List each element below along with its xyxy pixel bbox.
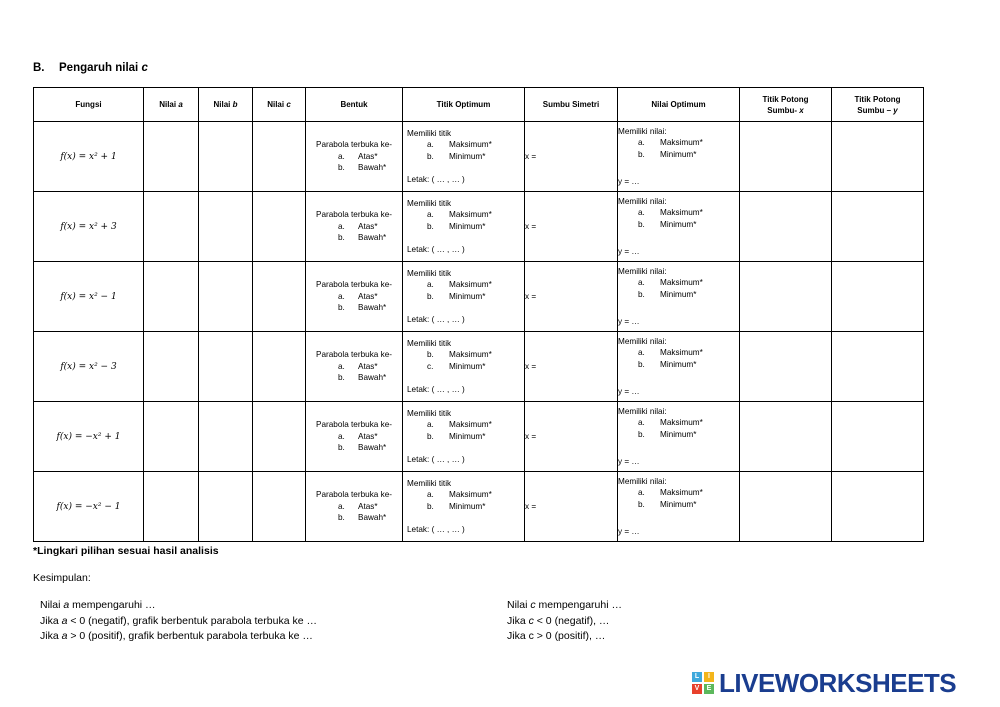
letak-field[interactable]: Letak: ( … , … ) xyxy=(407,174,465,184)
nilai-c-input-cell[interactable] xyxy=(253,122,306,192)
titik-potong-x-input-cell[interactable] xyxy=(740,472,832,542)
analysis-table xyxy=(33,87,924,542)
nilai-c-input-cell[interactable] xyxy=(253,192,306,262)
bentuk-intro: Parabola terbuka ke- xyxy=(315,350,392,360)
nilai-option-minimum[interactable]: b. Minimum* xyxy=(638,289,697,299)
titik-intro: Memiliki titik xyxy=(407,198,452,208)
nilai-c-input-cell[interactable] xyxy=(253,332,306,402)
logo-tile: E xyxy=(704,684,714,694)
bentuk-option-atas[interactable]: a. Atas* xyxy=(337,361,378,371)
titik-option-minimum[interactable]: b. Minimum* xyxy=(427,151,486,161)
table-row xyxy=(34,332,924,402)
nilai-intro: Memiliki nilai: xyxy=(618,196,667,206)
titik-potong-y-input-cell[interactable] xyxy=(832,122,924,192)
nilai-option-maksimum[interactable]: a. Maksimum* xyxy=(638,208,703,217)
bentuk-option-bawah[interactable]: b. Bawah* xyxy=(337,163,387,173)
y-value-field[interactable]: y = … xyxy=(618,387,640,396)
header-fungsi: Fungsi xyxy=(34,88,144,122)
titik-optimum-cell xyxy=(403,402,525,472)
nilai-a-input-cell[interactable] xyxy=(144,262,199,332)
letak-field[interactable]: Letak: ( … , … ) xyxy=(407,454,465,464)
nilai-option-maksimum[interactable]: a. Maksimum* xyxy=(638,278,703,287)
titik-option-minimum[interactable]: b. Minimum* xyxy=(427,221,486,231)
table-header-row xyxy=(34,88,924,122)
bentuk-intro: Parabola terbuka ke- xyxy=(315,210,392,220)
bentuk-option-bawah[interactable]: b. Bawah* xyxy=(337,513,387,523)
letak-field[interactable]: Letak: ( … , … ) xyxy=(407,384,465,394)
function-cell: 𝑓(𝑥) = 𝑥² − 3 xyxy=(34,332,144,402)
liveworksheets-logo xyxy=(692,668,956,698)
nilai-optimum-cell xyxy=(618,122,740,192)
nilai-a-input-cell[interactable] xyxy=(144,472,199,542)
titik-intro: Memiliki titik xyxy=(407,408,452,418)
bentuk-option-atas[interactable]: a. Atas* xyxy=(337,291,378,301)
nilai-a-input-cell[interactable] xyxy=(144,122,199,192)
nilai-intro: Memiliki nilai: xyxy=(618,126,667,136)
sumbu-simetri-cell[interactable]: x = xyxy=(525,332,618,402)
conclusion-left-line-3: Jika a > 0 (positif), grafik berbentuk parabola terbuka ke … xyxy=(40,630,313,642)
nilai-b-input-cell[interactable] xyxy=(199,402,253,472)
conclusion-right-line-1: Nilai c mempengaruhi … xyxy=(507,599,622,611)
titik-potong-x-input-cell[interactable] xyxy=(740,122,832,192)
nilai-intro: Memiliki nilai: xyxy=(618,406,667,416)
y-value-field[interactable]: y = … xyxy=(618,317,640,326)
nilai-option-minimum[interactable]: b. Minimum* xyxy=(638,359,697,369)
table-row xyxy=(34,402,924,472)
conclusion-left-line-1: Nilai a mempengaruhi … xyxy=(40,599,156,611)
nilai-b-input-cell[interactable] xyxy=(199,262,253,332)
titik-potong-y-input-cell[interactable] xyxy=(832,262,924,332)
titik-potong-x-input-cell[interactable] xyxy=(740,192,832,262)
titik-intro: Memiliki titik xyxy=(407,268,452,278)
titik-intro: Memiliki titik xyxy=(407,338,452,348)
header-nilai-c: Nilai c xyxy=(253,88,306,122)
function-cell: 𝑓(𝑥) = −𝑥² − 1 xyxy=(34,472,144,542)
nilai-a-input-cell[interactable] xyxy=(144,332,199,402)
titik-optimum-cell xyxy=(403,262,525,332)
bentuk-option-bawah[interactable]: b. Bawah* xyxy=(337,303,387,313)
nilai-optimum-cell xyxy=(618,332,740,402)
titik-option-maksimum[interactable]: a. Maksimum* xyxy=(427,210,492,220)
nilai-optimum-cell xyxy=(618,192,740,262)
nilai-c-input-cell[interactable] xyxy=(253,402,306,472)
nilai-c-input-cell[interactable] xyxy=(253,262,306,332)
bentuk-cell xyxy=(306,192,403,262)
section-title-text: Pengaruh nilai xyxy=(59,62,142,74)
table-row xyxy=(34,472,924,542)
section-letter: B. xyxy=(33,62,45,74)
conclusion-right-line-2: Jika c < 0 (negatif), … xyxy=(507,614,610,627)
nilai-option-maksimum[interactable]: a. Maksimum* xyxy=(638,138,703,147)
bentuk-cell xyxy=(306,122,403,192)
header-titik-potong-x: Titik Potong Sumbu- x xyxy=(740,88,832,122)
bentuk-option-atas[interactable]: a. Atas* xyxy=(337,221,378,231)
titik-potong-y-input-cell[interactable] xyxy=(832,192,924,262)
bentuk-option-bawah[interactable]: b. Bawah* xyxy=(337,233,387,243)
titik-option-maksimum[interactable]: a. Maksimum* xyxy=(427,140,492,150)
header-titik-optimum: Titik Optimum xyxy=(403,88,525,122)
logo-mark-icon xyxy=(692,672,714,694)
bentuk-cell xyxy=(306,332,403,402)
instruction-note: *Lingkari pilihan sesuai hasil analisis xyxy=(33,545,219,557)
bentuk-cell xyxy=(306,402,403,472)
titik-option-maksimum[interactable]: a. Maksimum* xyxy=(427,490,492,500)
titik-optimum-cell xyxy=(403,192,525,262)
nilai-option-minimum[interactable]: b. Minimum* xyxy=(638,429,697,439)
header-nilai-b: Nilai b xyxy=(199,88,253,122)
nilai-b-input-cell[interactable] xyxy=(199,332,253,402)
header-bentuk: Bentuk xyxy=(306,88,403,122)
sumbu-simetri-cell[interactable]: x = xyxy=(525,402,618,472)
titik-potong-x-input-cell[interactable] xyxy=(740,332,832,402)
bentuk-option-atas[interactable]: a. Atas* xyxy=(337,501,378,511)
function-cell: 𝑓(𝑥) = 𝑥² + 3 xyxy=(34,192,144,262)
nilai-option-minimum[interactable]: b. Minimum* xyxy=(638,499,697,509)
sumbu-simetri-cell[interactable]: x = xyxy=(525,472,618,542)
bentuk-cell xyxy=(306,262,403,332)
kesimpulan-label: Kesimpulan: xyxy=(33,572,91,584)
nilai-b-input-cell[interactable] xyxy=(199,192,253,262)
sumbu-simetri-cell[interactable]: x = xyxy=(525,192,618,262)
nilai-optimum-cell xyxy=(618,472,740,542)
titik-option-maksimum[interactable]: b. Maksimum* xyxy=(427,350,492,360)
nilai-a-input-cell[interactable] xyxy=(144,402,199,472)
section-title xyxy=(33,62,148,74)
titik-intro: Memiliki titik xyxy=(407,478,452,488)
section-title-var: c xyxy=(141,62,148,74)
titik-potong-x-input-cell[interactable] xyxy=(740,402,832,472)
titik-option-maksimum[interactable]: a. Maksimum* xyxy=(427,280,492,290)
nilai-option-maksimum[interactable]: a. Maksimum* xyxy=(638,348,703,357)
titik-potong-x-input-cell[interactable] xyxy=(740,262,832,332)
bentuk-intro: Parabola terbuka ke- xyxy=(315,140,392,150)
titik-potong-y-input-cell[interactable] xyxy=(832,332,924,402)
bentuk-option-atas[interactable]: a. Atas* xyxy=(337,151,378,161)
titik-optimum-cell xyxy=(403,332,525,402)
titik-potong-y-input-cell[interactable] xyxy=(832,472,924,542)
header-nilai-a: Nilai a xyxy=(144,88,199,122)
logo-tile: I xyxy=(704,672,714,682)
titik-optimum-cell xyxy=(403,472,525,542)
letak-field[interactable]: Letak: ( … , … ) xyxy=(407,244,465,254)
titik-option-minimum[interactable]: b. Minimum* xyxy=(427,291,486,301)
titik-intro: Memiliki titik xyxy=(407,128,452,138)
logo-tile: L xyxy=(692,672,702,682)
titik-option-maksimum[interactable]: a. Maksimum* xyxy=(427,420,492,430)
conclusion-left-line-2: Jika a < 0 (negatif), grafik berbentuk parabola terbuka ke … xyxy=(40,614,317,627)
table-row xyxy=(34,122,924,192)
titik-option-minimum[interactable]: c. Minimum* xyxy=(427,361,486,371)
sumbu-simetri-cell[interactable]: x = xyxy=(525,262,618,332)
nilai-optimum-cell xyxy=(618,402,740,472)
bentuk-intro: Parabola terbuka ke- xyxy=(315,280,392,290)
conclusion-right xyxy=(507,598,622,645)
conclusion-right-line-3: Jika c > 0 (positif), … xyxy=(507,630,606,642)
sumbu-simetri-cell[interactable]: x = xyxy=(525,122,618,192)
logo-text: LIVEWORKSHEETS xyxy=(719,667,957,698)
nilai-intro: Memiliki nilai: xyxy=(618,336,667,346)
function-cell: 𝑓(𝑥) = 𝑥² − 1 xyxy=(34,262,144,332)
bentuk-intro: Parabola terbuka ke- xyxy=(315,420,392,430)
conclusion-left xyxy=(40,598,317,645)
nilai-option-maksimum[interactable]: a. Maksimum* xyxy=(638,418,703,427)
function-cell: 𝑓(𝑥) = −𝑥² + 1 xyxy=(34,402,144,472)
logo-tile: V xyxy=(692,684,702,694)
header-sumbu-simetri: Sumbu Simetri xyxy=(525,88,618,122)
nilai-option-minimum[interactable]: b. Minimum* xyxy=(638,219,697,229)
titik-option-minimum[interactable]: b. Minimum* xyxy=(427,431,486,441)
table-row xyxy=(34,192,924,262)
bentuk-option-bawah[interactable]: b. Bawah* xyxy=(337,443,387,453)
bentuk-option-atas[interactable]: a. Atas* xyxy=(337,431,378,441)
bentuk-cell xyxy=(306,472,403,542)
nilai-c-input-cell[interactable] xyxy=(253,472,306,542)
function-cell: 𝑓(𝑥) = 𝑥² + 1 xyxy=(34,122,144,192)
letak-field[interactable]: Letak: ( … , … ) xyxy=(407,314,465,324)
nilai-b-input-cell[interactable] xyxy=(199,472,253,542)
header-nilai-optimum: Nilai Optimum xyxy=(618,88,740,122)
nilai-intro: Memiliki nilai: xyxy=(618,476,667,486)
titik-option-minimum[interactable]: b. Minimum* xyxy=(427,501,486,511)
table-row xyxy=(34,262,924,332)
titik-potong-y-input-cell[interactable] xyxy=(832,402,924,472)
nilai-optimum-cell xyxy=(618,262,740,332)
nilai-option-minimum[interactable]: b. Minimum* xyxy=(638,149,697,159)
y-value-field[interactable]: y = … xyxy=(618,247,640,256)
nilai-intro: Memiliki nilai: xyxy=(618,266,667,276)
nilai-b-input-cell[interactable] xyxy=(199,122,253,192)
bentuk-intro: Parabola terbuka ke- xyxy=(315,490,392,500)
bentuk-option-bawah[interactable]: b. Bawah* xyxy=(337,373,387,383)
letak-field[interactable]: Letak: ( … , … ) xyxy=(407,524,465,534)
nilai-a-input-cell[interactable] xyxy=(144,192,199,262)
y-value-field[interactable]: y = … xyxy=(618,457,640,466)
titik-optimum-cell xyxy=(403,122,525,192)
nilai-option-maksimum[interactable]: a. Maksimum* xyxy=(638,488,703,497)
y-value-field[interactable]: y = … xyxy=(618,527,640,536)
y-value-field[interactable]: y = … xyxy=(618,177,640,186)
header-titik-potong-y: Titik Potong Sumbu – y xyxy=(832,88,924,122)
